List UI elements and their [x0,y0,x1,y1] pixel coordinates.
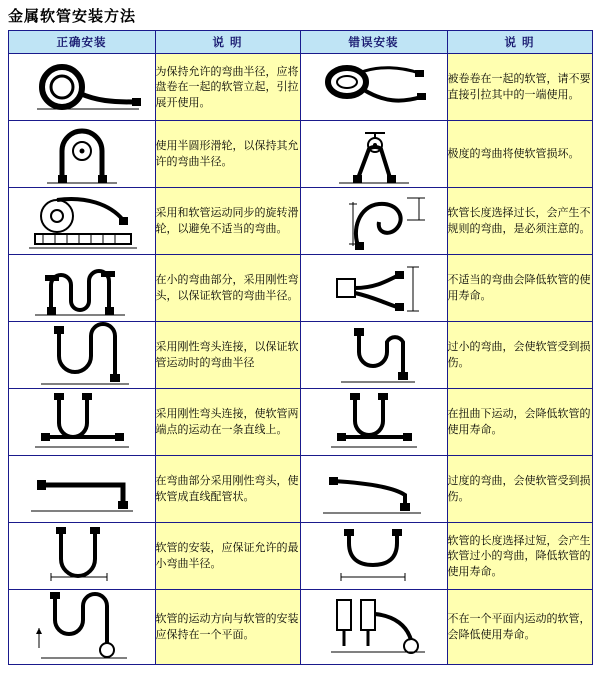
figure-cell-correct [8,456,155,523]
figure-cell-wrong [300,456,447,523]
table-row [8,121,592,188]
out-of-plane-motion-icon [307,590,441,664]
note-wrong: 软管的长度选择过短，会产生软管过小的弯曲，降低软管的使用寿命。 [447,523,592,590]
figure-cell-wrong [300,523,447,590]
figure-cell-wrong [300,121,447,188]
note-wrong: 不在一个平面内运动的软管，会降低使用寿命。 [447,590,592,665]
figure-cell-correct [8,188,155,255]
figure-cell-wrong [300,322,447,389]
note-wrong: 在扭曲下运动，会降低软管的使用寿命。 [447,389,592,456]
semicircle-pulley-icon [17,123,147,185]
figure-cell-wrong [300,54,447,121]
rigid-elbow-connection-icon [15,322,149,388]
figure-cell-correct [8,389,155,456]
improper-bend-icon [307,257,441,319]
table-row [8,456,592,523]
note-correct: 在小的弯曲部分，采用刚性弯头，以保证软管的弯曲半径。 [155,255,300,322]
table-row [8,188,592,255]
coiled-hose-pulled-icon [309,57,439,117]
same-plane-motion-icon [15,590,149,664]
figure-cell-wrong [300,255,447,322]
note-correct: 在弯曲部分采用刚性弯头，使软管成直线配管状。 [155,456,300,523]
figure-cell-correct [8,590,155,665]
figure-cell-wrong [300,590,447,665]
header-correct-install: 正确安装 [8,31,155,54]
header-wrong-install: 错误安装 [300,31,447,54]
sharp-bend-pulley-icon [309,123,439,185]
too-small-bend-icon [307,322,441,388]
table-row [8,255,592,322]
note-wrong: 极度的弯曲将使软管损坏。 [447,121,592,188]
excessive-bend-icon [307,461,441,517]
hose-installation-table [8,30,593,665]
table-header-row [8,31,592,54]
note-correct: 为保持允许的弯曲半径，应将盘卷在一起的软管立起，引拉展开使用。 [155,54,300,121]
note-wrong: 被卷卷在一起的软管，请不要直接引拉其中的一端使用。 [447,54,592,121]
table-row [8,54,592,121]
table-row [8,322,592,389]
table-row [8,523,592,590]
figure-cell-wrong [300,188,447,255]
note-correct: 采用刚性弯头连接，使软管两端点的运动在一条直线上。 [155,389,300,456]
note-wrong: 过小的弯曲，会使软管受到损伤。 [447,322,592,389]
note-correct: 使用半圆形滑轮，以保持其允许的弯曲半径。 [155,121,300,188]
table-row [8,590,592,665]
min-bend-radius-icon [15,525,149,587]
note-correct: 软管的安装，应保证允许的最小弯曲半径。 [155,523,300,590]
figure-cell-correct [8,322,155,389]
header-correct-note: 说 明 [155,31,300,54]
long-hose-irregular-bend-icon [307,190,441,252]
header-wrong-note: 说 明 [447,31,592,54]
note-correct: 采用和软管运动同步的旋转滑轮，以避免不适当的弯曲。 [155,188,300,255]
rigid-elbow-straight-line-icon [15,391,149,453]
page-title: 金属软管安装方法 [8,7,137,25]
figure-cell-correct [8,523,155,590]
over-length-small-bend-icon [307,525,441,587]
figure-cell-correct [8,121,155,188]
sync-rotating-pulley-icon [15,190,149,252]
figure-cell-wrong [300,389,447,456]
straight-piping-elbow-icon [15,461,149,517]
note-wrong: 不适当的弯曲会降低软管的使用寿命。 [447,255,592,322]
note-correct: 软管的运动方向与软管的安装应保持在一个平面。 [155,590,300,665]
torsion-bend-icon [307,391,441,453]
rigid-bend-small-radius-icon [15,257,149,319]
note-correct: 采用刚性弯头连接，以保证软管运动时的弯曲半径 [155,322,300,389]
table-row [8,389,592,456]
coiled-hose-stand-icon [17,57,147,117]
figure-cell-correct [8,255,155,322]
figure-cell-correct [8,54,155,121]
note-wrong: 软管长度选择过长，会产生不规则的弯曲，是必须注意的。 [447,188,592,255]
note-wrong: 过度的弯曲，会使软管受到损伤。 [447,456,592,523]
